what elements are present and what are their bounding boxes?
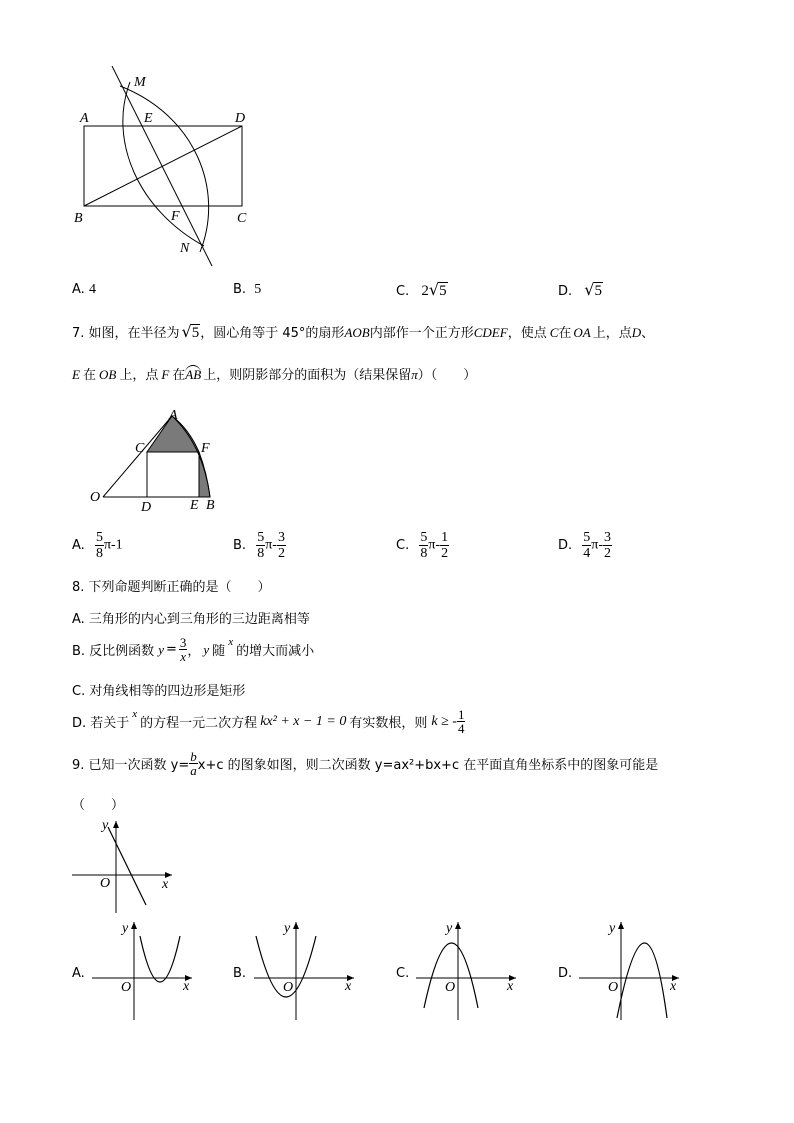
label-b: B [206,498,215,513]
q9-linear-graph [68,815,178,915]
option-letter: D. [558,284,573,299]
arc-ab: AB [185,367,202,382]
square-cdef [147,452,199,497]
q6-option-b [233,282,261,298]
label-o: O [121,980,132,995]
label-y: y [284,921,291,936]
label-x: x [162,877,169,892]
q7-stem-line1: 7. 如图，在半径为 √5，圆心角等于 45°的扇形AOB内部作一个正方形CDEF，使点 C在 OA 上，点D、 [72,322,655,341]
label-y: y [446,921,453,936]
label-x: x [183,979,190,994]
y-arrow [618,922,624,929]
label-o: O [100,876,111,891]
q9-option-d-letter: D. [558,966,573,981]
linear-function-line [108,827,146,905]
label-a: A [80,111,89,126]
label-n: N [180,241,190,256]
q9-option-d-graph [575,918,685,1023]
label-m: M [134,75,146,90]
q8-option-d: D. 若关于$^x$的方程一元二次方程 kx² + x − 1 = 0 有实数根，则 k ≥ - $\frac{1}{4}$ [72,707,465,736]
q7-option-c: C. $\frac{5}{8}$ π- $\frac{1}{2}$ [396,530,449,561]
radical-sign: √ [584,280,595,299]
q7-option-d: D. $\frac{5}{4}$ π- $\frac{3}{2}$ [558,530,612,561]
label-f: F [171,209,180,224]
q9-stem: 9. 已知一次函数 y= $\frac{b}{a}$ x+c 的图象如图，则二次函数 y=ax²+bx+c 在平面直角坐标系中的图象可能是 [72,749,659,778]
label-c: C [135,441,145,456]
label-b: B [74,211,83,226]
option-coefficient: 2 [421,283,429,299]
q7-option-b: B. $\frac{5}{8}$ π- $\frac{3}{2}$ [233,530,285,561]
q9-option-b-graph [250,918,360,1023]
label-f: F [201,441,210,456]
q8-option-c: C. 对角线相等的四边形是矩形 [72,684,246,699]
q8-option-b: B. 反比例函数 y = $\frac{3}{x}$ ， y 随$^x$的增大而减小 [72,635,315,664]
q7-stem-line2: E 在 OB 上，点 F 在AB 上，则阴影部分的面积为（结果保留π）（ ） [72,367,477,383]
arc-left [123,82,204,246]
q7-figure [85,405,225,515]
parabola [424,943,478,1008]
y-arrow [455,922,461,929]
label-y: y [102,818,109,833]
label-o: O [90,490,101,505]
label-d: D [141,500,152,515]
option-value: 4 [88,282,96,297]
q8-stem: 8. 下列命题判断正确的是（ ） [72,580,271,595]
option-radicand: 5 [439,283,447,299]
option-letter: B. [233,282,247,297]
option-value: 5 [254,282,262,297]
label-y: y [609,921,616,936]
label-y: y [122,921,129,936]
arc-right [120,86,209,252]
label-d: D [235,111,246,126]
diagonal-bd [84,126,242,206]
q9-option-b-letter: B. [233,966,247,981]
q9-option-c-graph [412,918,522,1023]
label-e: E [190,498,199,513]
label-c: C [237,211,247,226]
y-arrow [131,922,137,929]
label-x: x [345,979,352,994]
q6-option-d [558,280,603,300]
q6-option-a [72,282,96,298]
q9-option-c-letter: C. [396,966,410,981]
label-o: O [608,980,619,995]
option-letter: C. [396,284,410,299]
q6-option-c [396,280,448,300]
y-arrow [293,922,299,929]
parabola [617,943,667,1018]
line-oa [103,416,172,497]
label-e: E [144,111,153,126]
q8-option-a: A. 三角形的内心到三角形的三边距离相等 [72,612,310,627]
label-x: x [507,979,514,994]
q6-figure [60,60,260,270]
label-o: O [445,980,456,995]
label-x: x [670,979,677,994]
q9-option-a-graph [88,918,198,1023]
q7-option-a: A. $\frac{5}{8}$ π-1 [72,530,123,561]
radical-sign: √ [428,280,440,299]
option-letter: A. [72,282,85,297]
label-a: A [169,408,178,423]
parabola [140,936,180,982]
option-radicand: 5 [594,283,602,299]
line-mn [112,66,212,266]
q9-stem-paren: （ ） [72,798,125,813]
y-arrow [113,821,119,828]
q9-option-a-letter: A. [72,966,85,981]
label-o: O [283,980,294,995]
